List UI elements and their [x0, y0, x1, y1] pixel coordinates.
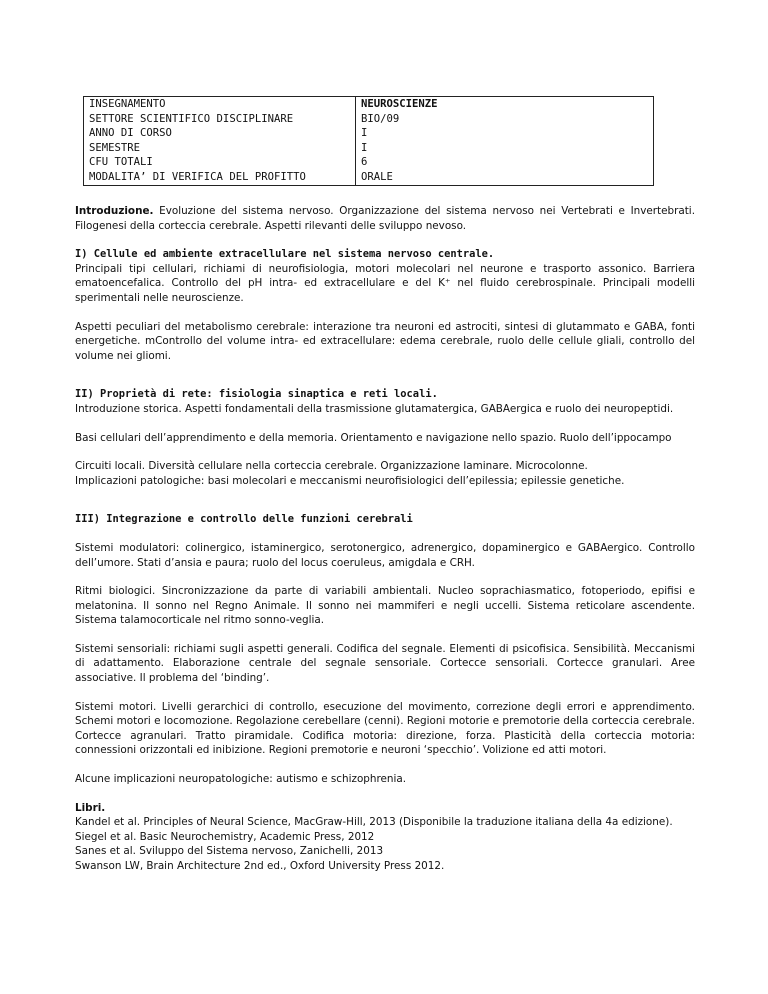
- section-3-title: III) Integrazione e controllo delle funzioni cerebrali: [75, 513, 413, 526]
- table-row: [84, 112, 654, 127]
- table-label: SEMESTRE: [84, 141, 356, 156]
- section-2-paragraph: Basi cellulari dell’apprendimento e della memoria. Orientamento e navigazione nello spazio. Ruolo dell’ippocampo: [75, 431, 672, 444]
- section-1-paragraph: Aspetti peculiari del metabolismo cerebrale: interazione tra neuroni ed astrociti, sintesi di glutammato e GABA, fonti energetiche. mControllo del volume intra- ed extracellulare: edema cerebrale, ruolo delle cellule gliali, controllo del volume nei gliomi.: [75, 320, 695, 362]
- table-value: BIO/09: [356, 112, 654, 127]
- intro-text: Evoluzione del sistema nervoso. Organizzazione del sistema nervoso nei Vertebrati e Invertebrati. Filogenesi della corteccia cerebrale. Aspetti rilevanti delle sviluppo nevoso.: [75, 205, 695, 232]
- table-label: CFU TOTALI: [84, 155, 356, 170]
- section-2-paragraph: Implicazioni patologiche: basi molecolari e meccanismi neurofisiologici dell’epilessia; epilessie genetiche.: [75, 474, 625, 487]
- table-value: I: [356, 141, 654, 156]
- section-3-paragraph: Sistemi modulatori: colinergico, istaminergico, serotonergico, adrenergico, dopaminergico e GABAergico. Controllo dell’umore. Stati d’ansia e paura; ruolo del locus coeruleus, amigdala e CRH.: [75, 541, 695, 569]
- section-3-paragraph: Alcune implicazioni neuropatologiche: autismo e schizophrenia.: [75, 773, 407, 786]
- table-label: SETTORE SCIENTIFICO DISCIPLINARE: [84, 112, 356, 127]
- table-label: MODALITA’ DI VERIFICA DEL PROFITTO: [84, 170, 356, 185]
- table-label: INSEGNAMENTO: [84, 97, 356, 112]
- books-title: Libri.: [75, 801, 106, 814]
- section-2-paragraph: Introduzione storica. Aspetti fondamentali della trasmissione glutamatergica, GABAergica e ruolo dei neuropeptidi.: [75, 402, 674, 415]
- intro-lead: Introduzione.: [75, 205, 154, 217]
- course-info-table: [83, 96, 654, 186]
- table-row: [84, 126, 654, 141]
- syllabus-content: [75, 204, 695, 874]
- table-row: [84, 170, 654, 185]
- section-1-paragraph: Principali tipi cellulari, richiami di neurofisiologia, motori molecolari nel neurone e trasporto assonico. Barriera ematoencefalica. Controllo del pH intra- ed extracellulare e del K⁺ nel fluido cerebrospinale. Principali modelli sperimentali nelle neuroscienze.: [75, 262, 695, 304]
- section-2-paragraph: Circuiti locali. Diversità cellulare nella corteccia cerebrale. Organizzazione laminare. Microcolonne.: [75, 460, 588, 473]
- table-value: 6: [356, 155, 654, 170]
- section-3-paragraph: Ritmi biologici. Sincronizzazione da parte di variabili ambientali. Nucleo soprachiasmatico, fotoperiodo, epifisi e melatonina. Il sonno nel Regno Animale. Il sonno nei mammiferi e negli uccelli. Sistema reticolare ascendente. Sistema talamocorticale nel ritmo sonno-veglia.: [75, 585, 695, 627]
- table-row: [84, 97, 654, 112]
- table-row: [84, 141, 654, 156]
- section-3-paragraph: Sistemi sensoriali: richiami sugli aspetti generali. Codifica del segnale. Elementi di psicofisica. Sensibilità. Meccanismi di adattamento. Elaborazione centrale del segnale sensoriale. Cortecce sensoriali. Cortecce granulari. Aree associative. Il problema del ‘binding’.: [75, 642, 695, 685]
- book-item: Siegel et al. Basic Neurochemistry, Academic Press, 2012: [75, 830, 375, 843]
- table-label: ANNO DI CORSO: [84, 126, 356, 141]
- book-item: Swanson LW, Brain Architecture 2nd ed., Oxford University Press 2012.: [75, 860, 445, 872]
- intro-paragraph: [75, 204, 695, 233]
- section-2-title: II) Proprietà di rete: fisiologia sinaptica e reti locali.: [75, 388, 438, 401]
- table-value: ORALE: [356, 170, 654, 185]
- table-row: [84, 155, 654, 170]
- section-1-title: I) Cellule ed ambiente extracellulare nel sistema nervoso centrale.: [75, 248, 495, 261]
- table-value: I: [356, 126, 654, 141]
- book-item: Kandel et al. Principles of Neural Science, MacGraw-Hill, 2013 (Disponibile la traduzione italiana della 4a edizione).: [75, 816, 673, 829]
- book-item: Sanes et al. Sviluppo del Sistema nervoso, Zanichelli, 2013: [75, 845, 384, 858]
- table-value: NEUROSCIENZE: [356, 97, 654, 112]
- section-3-paragraph: Sistemi motori. Livelli gerarchici di controllo, esecuzione del movimento, correzione degli errori e apprendimento. Schemi motori e locomozione. Regolazione cerebellare (cenni). Regioni motorie e premotorie della corteccia cerebrale. Cortecce agranulari. Tratto piramidale. Codifica motoria: direzione, forza. Plasticità della corteccia motoria: connessioni orizzontali ed inibizione. Regioni premotorie e neuroni ‘specchio’. Volizione ed atti motori.: [75, 700, 695, 757]
